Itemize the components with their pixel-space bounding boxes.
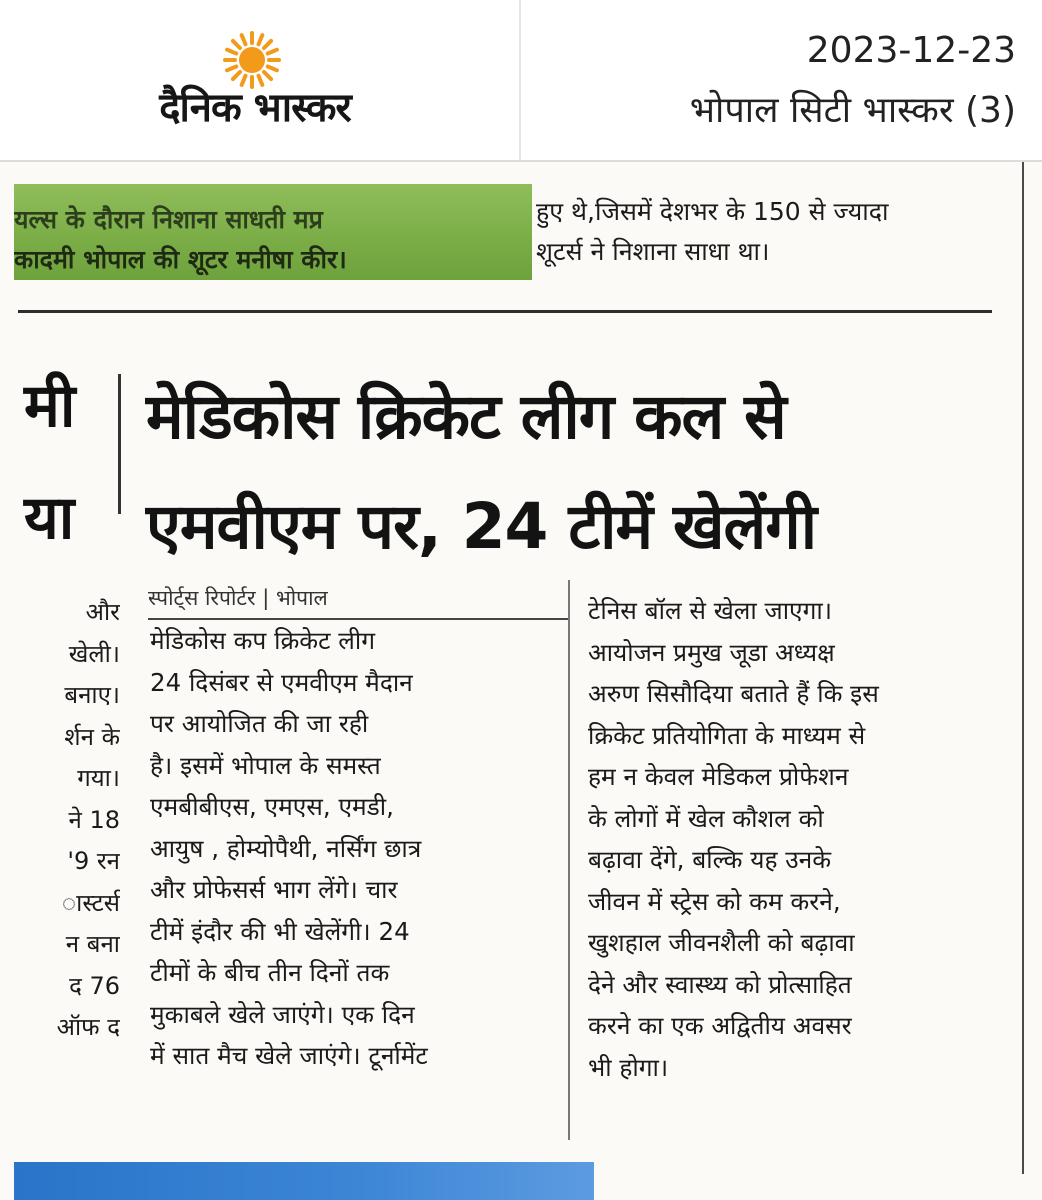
sun-ray <box>242 35 246 44</box>
text-line: में सात मैच खेले जाएंगे। टूर्नामेंट <box>150 1041 428 1070</box>
article-byline: स्पोर्ट्स रिपोर्टर | भोपाल <box>148 586 328 610</box>
text-line: टीमों के बीच तीन दिनों तक <box>150 958 390 987</box>
adjacent-headline: या <box>24 483 75 553</box>
text-line: करने का एक अद्वितीय अवसर <box>588 1011 852 1040</box>
text-line: के लोगों में खेल कौशल को <box>588 803 824 833</box>
sun-ray <box>259 35 263 44</box>
sun-ray <box>227 67 236 71</box>
text-line: शूटर्स ने निशाना साधा था। <box>536 237 770 266</box>
text-line: हम न केवल मेडिकल प्रोफेशन <box>588 762 849 791</box>
previous-article-text <box>536 192 996 272</box>
next-article-banner <box>14 1162 594 1200</box>
headline-line: एमवीएम पर, 24 टीमें खेलेंगी <box>146 490 817 563</box>
text-line: गया। <box>77 764 120 792</box>
sun-ray <box>268 67 277 71</box>
text-line: एमबीबीएस, एमएस, एमडी, <box>150 792 394 821</box>
text-line: क्रिकेट प्रतियोगिता के माध्यम से <box>588 720 866 750</box>
header-divider <box>519 0 521 160</box>
article-column-2 <box>588 590 988 1088</box>
caption-line: यल्स के दौरान निशाना साधती मप्र <box>14 205 323 234</box>
text-line: ने 18 <box>68 805 120 834</box>
text-line: देने और स्वास्थ्य को प्रोत्साहित <box>588 969 852 999</box>
sun-ray <box>264 41 271 48</box>
text-line: आयुष , होम्योपैथी, नर्सिंग छात्र <box>150 833 422 863</box>
sun-ray <box>233 41 240 48</box>
article-headline <box>146 362 996 582</box>
text-line: न बना <box>65 930 120 958</box>
text-line: जीवन में स्ट्रेस को कम करने, <box>588 886 841 916</box>
text-line: 24 दिसंबर से एमवीएम मैदान <box>150 667 413 697</box>
adjacent-body <box>10 592 120 1049</box>
text-line: द 76 <box>69 971 120 1000</box>
column-divider <box>118 374 121 514</box>
sun-ray <box>227 50 236 54</box>
headline-line: मेडिकोस क्रिकेट लीग कल से <box>146 380 786 453</box>
article-column-1 <box>150 620 550 1077</box>
text-line: बढ़ावा देंगे, बल्कि यह उनके <box>588 845 832 874</box>
adjacent-headline: मी <box>24 371 76 441</box>
text-line: ऑफ द <box>56 1013 120 1041</box>
sun-ray <box>268 50 277 54</box>
publication-date: 2023-12-23 <box>806 30 1016 71</box>
text-line: मेडिकोस कप क्रिकेट लीग <box>150 626 375 655</box>
text-line: अरुण सिसौदिया बताते हैं कि इस <box>588 679 879 708</box>
text-line: और <box>85 598 120 626</box>
text-line: ास्टर्स <box>61 888 120 917</box>
text-line: खेली। <box>68 639 120 668</box>
edition-label: भोपाल सिटी भास्कर (3) <box>689 90 1016 131</box>
text-line: र्शन के <box>64 722 120 751</box>
text-line: टेनिस बॉल से खेला जाएगा। <box>588 596 833 625</box>
text-line: है। इसमें भोपाल के समस्त <box>150 750 381 780</box>
text-line: टीमें इंदौर की भी खेलेंगी। 24 <box>150 916 410 946</box>
newspaper-logo: दैनिक भास्कर <box>159 85 351 131</box>
clipping-header <box>0 0 1042 162</box>
page-edge-rule <box>1022 162 1024 1174</box>
caption-line: कादमी भोपाल की शूटर मनीषा कीर। <box>14 245 347 274</box>
text-line: पर आयोजित की जा रही <box>150 709 369 738</box>
text-line: और प्रोफेसर्स भाग लेंगे। चार <box>150 875 398 904</box>
text-line: आयोजन प्रमुख जूडा अध्यक्ष <box>588 637 835 667</box>
newspaper-clipping <box>0 162 1042 1200</box>
text-line: हुए थे,जिसमें देशभर के 150 से ज्यादा <box>536 197 889 226</box>
column-divider <box>568 580 570 1140</box>
text-line: बनाए। <box>64 681 120 709</box>
section-rule <box>18 310 992 313</box>
text-line: मुकाबले खेले जाएंगे। एक दिन <box>150 999 415 1029</box>
text-line: '9 रन <box>67 847 120 875</box>
adjacent-article-cutoff <box>10 162 120 1162</box>
text-line: खुशहाल जीवनशैली को बढ़ावा <box>588 928 855 957</box>
text-line: भी होगा। <box>588 1052 669 1082</box>
